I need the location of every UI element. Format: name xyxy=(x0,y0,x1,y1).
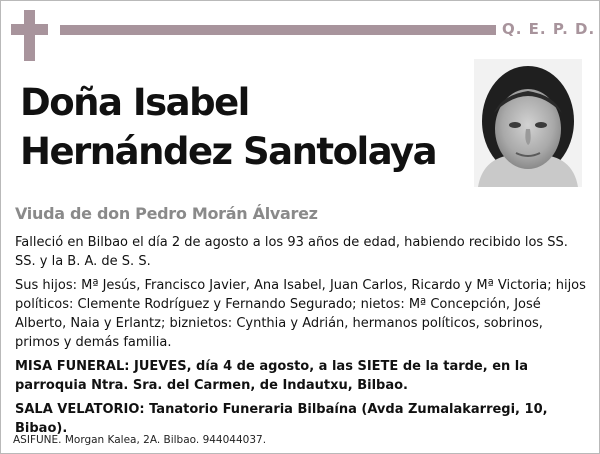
deceased-name xyxy=(20,78,460,176)
cross-icon xyxy=(24,10,35,61)
funeral-home-footer: ASIFUNE. Morgan Kalea, 2A. Bilbao. 944044037. xyxy=(13,434,267,446)
funeral-mass-paragraph: MISA FUNERAL: JUEVES, día 4 de agosto, a las SIETE de la tarde, en la parroquia Ntra. Sra. del Carmen, de Indautxu, Bilbao. xyxy=(15,359,529,393)
obituary-body xyxy=(15,233,590,443)
portrait-image xyxy=(474,59,582,187)
header-rule xyxy=(60,25,496,35)
wake-room-paragraph: SALA VELATORIO: Tanatorio Funeraria Bilbaína (Avda Zumalakarregi, 10, Bibao). xyxy=(15,402,548,436)
name-line-1: Doña Isabel xyxy=(20,81,249,124)
family-paragraph: Sus hijos: Mª Jesús, Francisco Javier, Ana Isabel, Juan Carlos, Ricardo y Mª Victoria; hijos políticos: Clemente Rodríguez y Fernando Segurado; nietos: Mª Concepción, José Alberto, Naia y Erlantz; biznietos: Cynthia y Adrián, hermanos políticos, sobrinos, primos y demás familia. xyxy=(15,278,586,350)
name-line-2: Hernández Santolaya xyxy=(20,130,437,173)
portrait-photo xyxy=(474,59,582,187)
widow-of-line: Viuda de don Pedro Morán Álvarez xyxy=(15,204,318,223)
qepd-label: Q. E. P. D. xyxy=(502,20,596,38)
death-notice-paragraph: Falleció en Bilbao el día 2 de agosto a los 93 años de edad, habiendo recibido los SS. SS. y la B. A. de S. S. xyxy=(15,235,568,269)
cross-icon-bar xyxy=(11,24,48,35)
